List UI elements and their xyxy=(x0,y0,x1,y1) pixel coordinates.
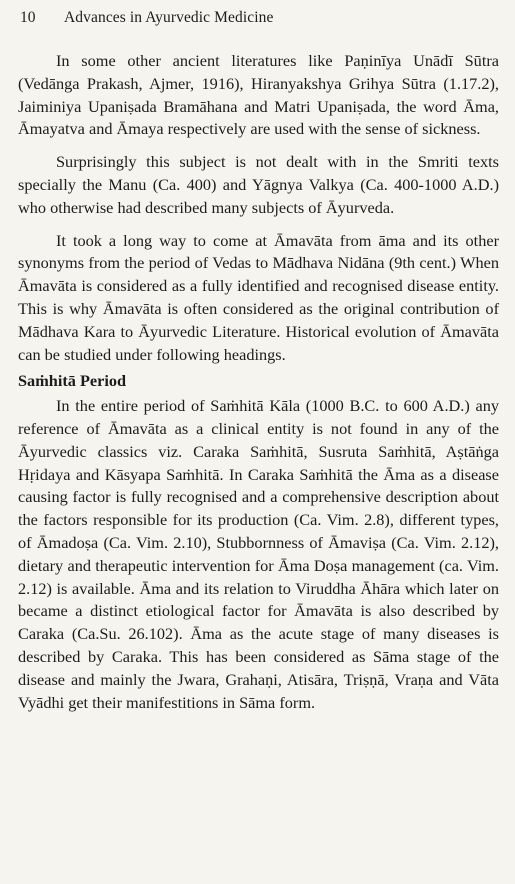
paragraph-literatures: In some other ancient literatures like Paṇinīya Unādī Sūtra (Vedānga Prakash, Ajmer, 1916), Hiranyakshya Grihya Sūtra (1.17.2), Jaiminiya Upaniṣada Bramāhana and Matri Upaniṣada, the word Āma, Āmayatva and Āmaya respectively are used with the sense of sickness. xyxy=(18,51,499,139)
paragraph-smriti: Surprisingly this subject is not dealt with in the Smriti texts specially the Manu (Ca. 400) and Yāgnya Valkya (Ca. 400-1000 A.D.) who otherwise had described many subjects of Āyurveda. xyxy=(18,152,499,217)
paragraph-samhita-period: In the entire period of Saṁhitā Kāla (1000 B.C. to 600 A.D.) any reference of Āmavāta as a clinical entity is not found in any of the Āyurvedic classics viz. Caraka Saṁhitā, Susruta Saṁhitā, Aṣtāṅga Hṛidaya and Kāsyapa Saṁhitā. In Caraka Saṁhitā the Āma as a disease causing factor is fully recognised and a comprehensive description about the factors responsible for its production (Ca. Vim. 2.8), different types, of Āmadoṣa (Ca. Vim. 2.10), Stubbornness of Āmaviṣa (Ca. Vim. 2.12), dietary and therapeutic intervention for Āma Doṣa management (ca. Vim. 2.12) is available. Āma and its relation to Viruddha Āhāra which later on became a distinct etiological factor for Āmavāta is also described by Caraka (Ca.Su. 26.102). Āma as the acute stage of many diseases is described by Caraka. This has been considered as Sāma stage of the disease and mainly the Jwara, Grahaṇi, Atisāra, Triṣṇā, Vraṇa and Vāta Vyādhi get their manifestitions in Sāma form. xyxy=(18,396,499,712)
page-number: 10 xyxy=(20,9,36,26)
running-title: Advances in Ayurvedic Medicine xyxy=(64,9,274,26)
running-header xyxy=(18,8,499,30)
section-heading: Saṁhitā Period xyxy=(18,371,127,391)
paragraph-amavata-evolution: It took a long way to come at Āmavāta from āma and its other synonyms from the period of Vedas to Mādhava Nidāna (9th cent.) When Āmavāta is considered as a fully identified and recognised disease entity. This is why Āmavāta is often considered as the original contribution of Mādhava Kara to Āyurvedic Literature. Historical evolution of Āmavāta can be studied under following headings. xyxy=(18,230,499,364)
body-text xyxy=(18,50,499,714)
